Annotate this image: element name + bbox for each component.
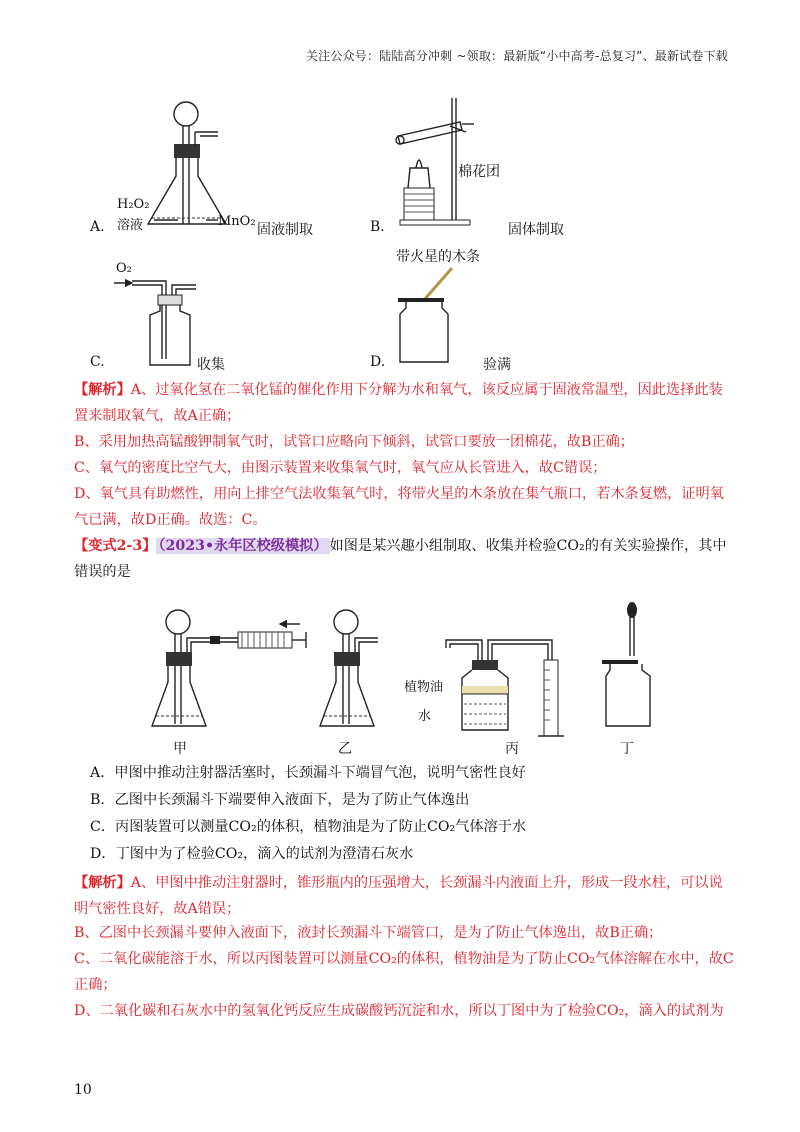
option-a-letter: A. [90, 219, 105, 235]
figure-jia [150, 600, 320, 740]
label-mno2: MnO₂ [218, 214, 256, 229]
option-c-letter: C. [90, 354, 105, 370]
page-header: 关注公众号：陆陆高分冲刺 ~领取：最新版“小中高考-总复习”、最新试卷下载 [305, 49, 728, 63]
option-d-letter: D. [370, 354, 386, 370]
analysis-2-text-a: A、甲图中推动注射器时，锥形瓶内的压强增大，长颈漏斗内液面上升，形成一段水柱，可以说明气密性良好，故A错误； [74, 875, 723, 917]
label-cotton: 棉花团 [458, 164, 500, 180]
analysis-2-line-d: D、二氧化碳和石灰水中的氢氧化钙反应生成碳酸钙沉淀和水，所以丁图中为了检验CO₂，滴入的试剂为 [74, 1003, 724, 1019]
option-b-letter: B. [370, 219, 385, 235]
analysis-tag: 【解析】 [74, 382, 131, 398]
figure-label-ding: 丁 [620, 741, 634, 757]
label-vegetable-oil: 植物油 [404, 680, 444, 695]
caption-a: 固液制取 [257, 222, 313, 238]
option-a: A．甲图中推动注射器活塞时，长颈漏斗下端冒气泡，说明气密性良好 [90, 765, 526, 781]
figure-ding [598, 600, 658, 740]
figure-label-yi: 乙 [338, 741, 352, 757]
option-d: D．丁图中为了检验CO₂，滴入的试剂为澄清石灰水 [90, 846, 414, 862]
figure-d-bottle-diagram [390, 262, 480, 372]
figure-label-jia: 甲 [173, 741, 187, 757]
analysis-1-line-a [74, 377, 734, 429]
label-h2o2: H₂O₂ [117, 197, 150, 212]
question-stem-text: 如图是某兴趣小组制取、收集并检验CO₂的有关实验操作，其中错误的是 [74, 538, 727, 580]
analysis-tag-2: 【解析】 [74, 875, 131, 891]
caption-d: 验满 [483, 357, 511, 373]
label-glowing-stick: 带火星的木条 [396, 249, 480, 265]
analysis-1-line-c: C、氧气的密度比空气大，由图示装置来收集氧气时，氧气应从长管进入，故C错误； [74, 460, 607, 476]
question-stem [74, 533, 734, 585]
caption-b: 固体制取 [508, 222, 564, 238]
question-source: （2023•永年区校级模拟） [158, 538, 328, 554]
analysis-1-line-b: B、采用加热高锰酸钾制氧气时，试管口应略向下倾斜，试管口要放一团棉花，故B正确； [74, 434, 634, 450]
variant-tag: 【变式2-3】 [74, 538, 157, 554]
analysis-1-text-a: A、过氧化氢在二氧化锰的催化作用下分解为水和氧气，该反应属于固液常温型，因此选择此装置来制取氧气，故A正确； [74, 382, 723, 424]
label-solution: 溶液 [117, 218, 144, 233]
option-c: C．丙图装置可以测量CO₂的体积，植物油是为了防止CO₂气体溶于水 [90, 819, 527, 835]
analysis-1-line-d: D、氧气具有助燃性，用向上排空气法收集氧气时，将带火星的木条放在集气瓶口，若木条复燃，证明氧气已满，故D正确。故选：C。 [74, 486, 724, 528]
label-water: 水 [418, 709, 432, 724]
figure-bing [440, 630, 580, 740]
analysis-2-line-b: B、乙图中长颈漏斗要伸入液面下，液封长颈漏斗下端管口，是为了防止气体逸出，故B正确； [74, 925, 663, 941]
analysis-2-line-a [74, 870, 734, 922]
figure-label-bing: 丙 [505, 741, 519, 757]
option-b: B．乙图中长颈漏斗下端要伸入液面下，是为了防止气体逸出 [90, 792, 470, 808]
label-o2: O₂ [116, 261, 132, 276]
figure-yi [318, 600, 398, 740]
analysis-2-line-c: C、二氧化碳能溶于水，所以丙图装置可以测量CO₂的体积，植物油是为了防止CO₂气体溶解在水中，故C正确； [74, 951, 734, 993]
caption-c: 收集 [197, 357, 225, 373]
page-number: 10 [74, 1082, 92, 1098]
